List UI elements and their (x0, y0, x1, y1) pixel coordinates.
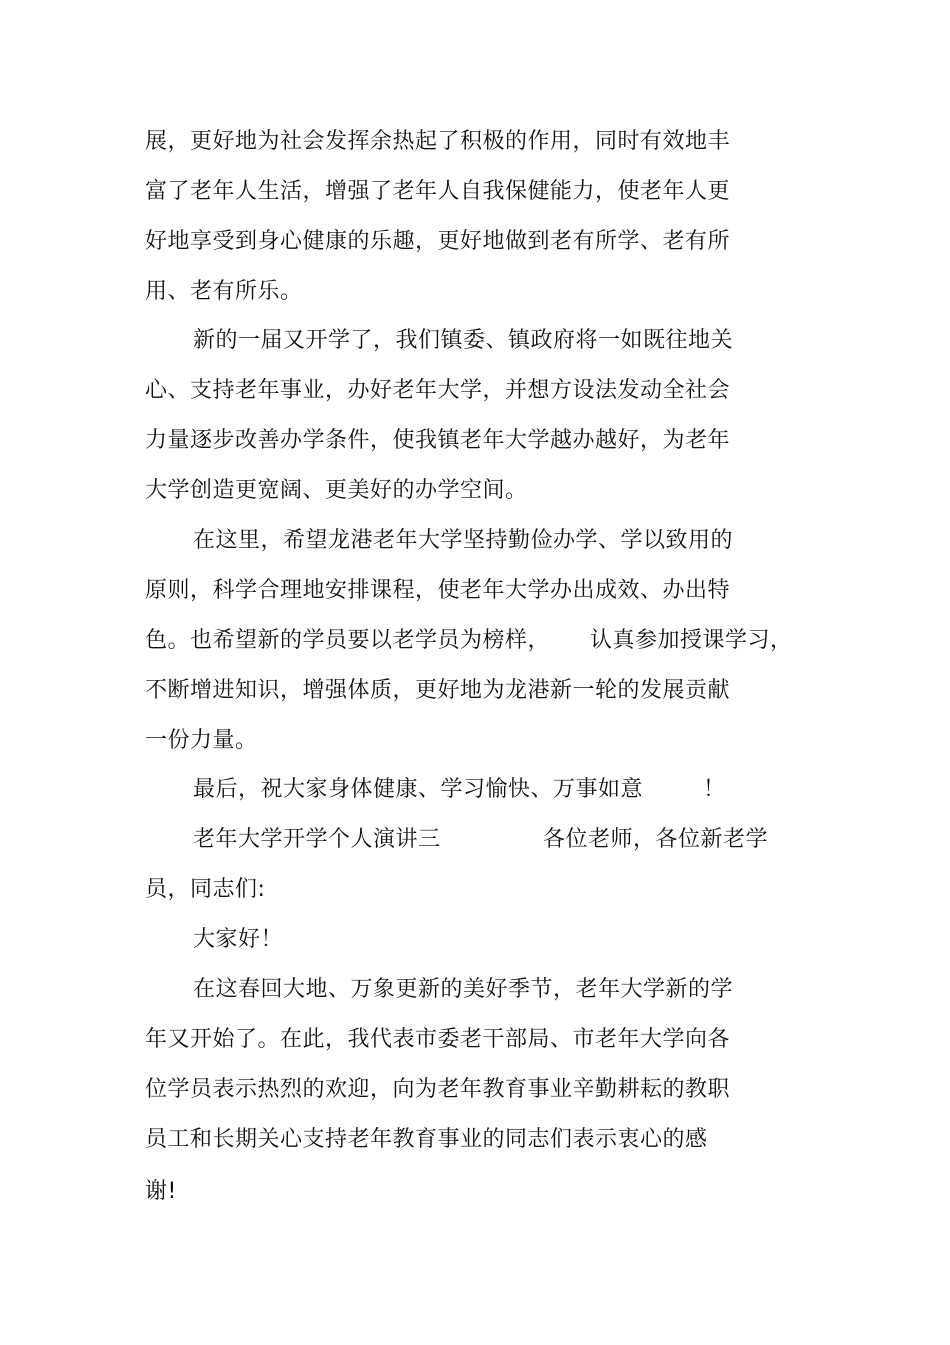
text-line: 年又开始了。在此，我代表市委老干部局、市老年大学向各 (145, 1027, 731, 1052)
text-line: 好地享受到身心健康的乐趣，更好地做到老有所学、老有所 (145, 229, 731, 254)
text-line: 原则，科学合理地安排课程，使老年大学办出成效、办出特 (145, 578, 731, 603)
text-line: 员工和长期关心支持老年教育事业的同志们表示衷心的感 (145, 1127, 708, 1152)
text-fragment: ！ (703, 777, 726, 802)
salutation-line: 员，同志们: (145, 877, 266, 902)
text-line: 大学创造更宽阔、更美好的办学空间。 (145, 478, 528, 503)
text-line: 色。也希望新的学员要以老学员为榜样， (145, 628, 551, 653)
greeting-line: 大家好！ (193, 927, 284, 952)
section-title: 老年大学开学个人演讲三 (193, 827, 441, 852)
text-line: 在这春回大地、万象更新的美好季节，老年大学新的学 (193, 977, 734, 1002)
text-line: 富了老年人生活，增强了老年人自我保健能力，使老年人更 (145, 179, 731, 204)
text-line: 谢! (145, 1179, 177, 1204)
text-line: 用、老有所乐。 (145, 279, 303, 304)
text-line: 展，更好地为社会发挥余热起了积极的作用，同时有效地丰 (145, 129, 731, 154)
text-line: 不断增进知识，增强体质，更好地为龙港新一轮的发展贡献 (145, 678, 731, 703)
text-line: 最后，祝大家身体健康、学习愉快、万事如意 (193, 777, 644, 802)
text-line: 心、支持老年事业，办好老年大学，并想方设法发动全社会 (145, 378, 731, 403)
salutation-line: 各位老师，各位新老学 (543, 827, 769, 852)
text-line: 位学员表示热烈的欢迎，向为老年教育事业辛勤耕耘的教职 (145, 1077, 731, 1102)
text-fragment: 认真参加授课学习， (590, 628, 793, 653)
text-line: 在这里，希望龙港老年大学坚持勤俭办学、学以致用的 (193, 528, 734, 553)
text-line: 一份力量。 (145, 728, 258, 753)
text-line: 新的一届又开学了，我们镇委、镇政府将一如既往地关 (193, 328, 734, 353)
text-line: 力量逐步改善办学条件，使我镇老年大学越办越好，为老年 (145, 428, 731, 453)
